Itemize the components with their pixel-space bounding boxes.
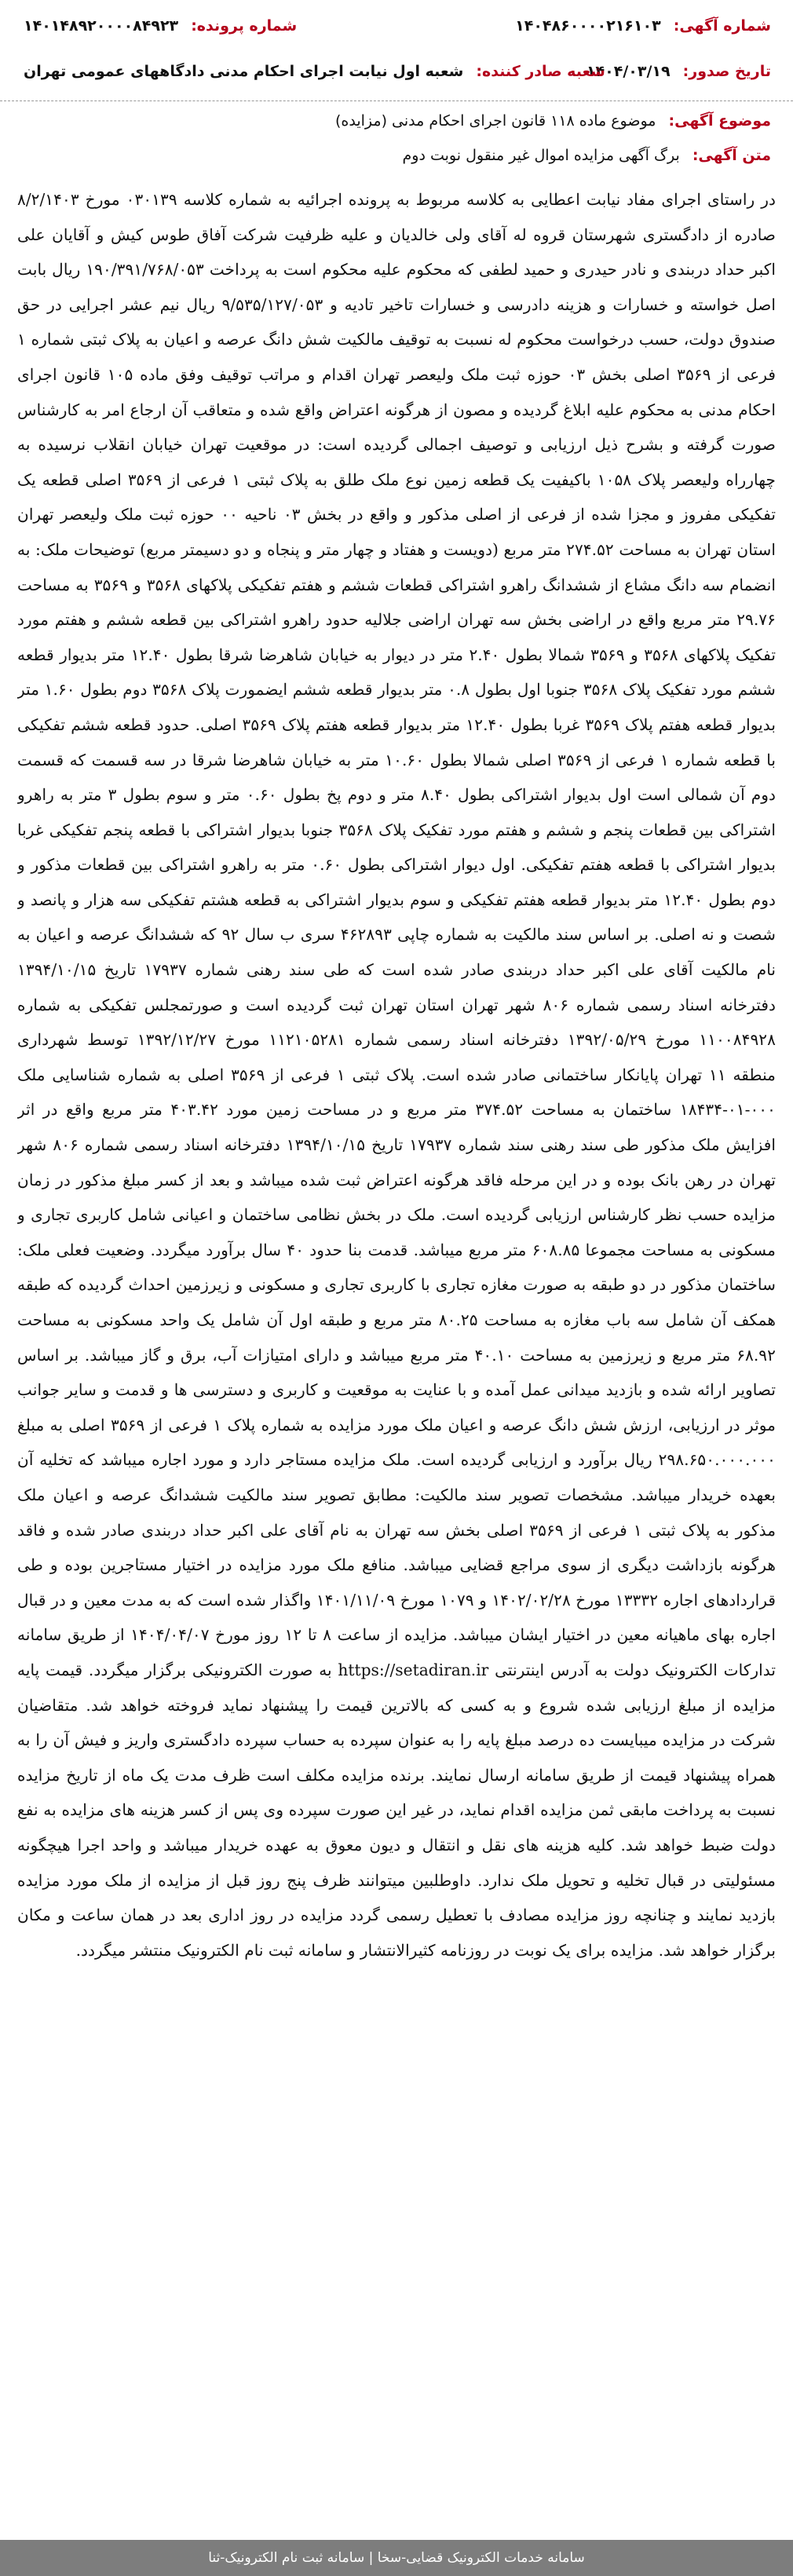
case-number: ۱۴۰۱۴۸۹۲۰۰۰۰۸۴۹۲۳ [24, 17, 179, 35]
ad-number-row [515, 17, 771, 35]
text-title-row [403, 147, 771, 164]
notice-body [17, 182, 776, 2530]
paragraph: وضعیت فعلی ملک: ساختمان مذکور در دو طبقه به صورت مغازه تجاری با کاربری تجاری و مسکونی و زیرزمین احداث گردیده که طبقه همکف آن شامل سه باب مغازه به مساحت ۸۰.۲۵ متر مربع و طبقه اول آن شامل یک واحد مسکونی به مساحت ۶۸.۹۲ متر مربع و زیرزمین به مساحت ۴۰.۱۰ متر مربع میباشد و دارای امتیازات آب، برق و گاز میباشد. بر اساس تصاویر ارائه شده و بازدید میدانی عمل آمده و با عنایت به موقعیت و کاربری و دسترسی ها و قدمت و سایر جوانب موثر در ارزیابی، ارزش شش دانگ عرصه و اعیان ملک مورد مزایده به شماره پلاک ۱ فرعی از ۳۵۶۹ اصلی به مبلغ ۲۹۸.۶۵۰.۰۰۰.۰۰۰ ریال برآورد و ارزیابی گردیده است. ملک مزایده مستاجر دارد و مورد اجاره میباشد که تخلیه آن بعهده خریدار میباشد. [17, 1240, 776, 1504]
header-divider [0, 100, 793, 101]
subject-label: موضوع آگهی: [668, 112, 771, 130]
case-number-row [24, 17, 297, 35]
paragraph: حدود قطعه ششم تفکیکی با قطعه شماره ۱ فرعی از ۳۵۶۹ اصلی شمالا بطول ۱۰.۶۰ متر به خیابان شاهرضا شرقا در سه قسمت که قسمت دوم آن شمالی است اول بدیوار اشتراکی بطول ۸.۴۰ متر و دوم پخ بطول ۰.۶۰ متر و سوم بطول ۳ متر به راهرو اشتراکی بین قطعات پنجم و ششم و هفتم مورد تفکیک پلاک ۳۵۶۸ جنوبا بدیوار اشتراکی با قطعه پنجم تفکیکی غربا بدیوار اشتراکی با قطعه هفتم تفکیکی. اول دیوار اشتراکی بطول ۰.۶۰ متر به راهرو اشتراکی بین قطعات مذکور و دوم بطول ۱۲.۴۰ متر بدیوار قطعه هفتم تفکیکی و سوم بدیوار اشتراکی به قطعه هشتم تفکیکی سه هزار و پانصد و شصت و نه اصلی. [17, 714, 776, 945]
text-title: برگ آگهی مزایده اموال غیر منقول نوبت دوم [402, 147, 680, 164]
issue-date: ۱۴۰۴/۰۳/۱۹ [586, 63, 671, 80]
paragraph: بر اساس سند مالکیت به شماره چاپی ۴۶۲۸۹۳ سری ب سال ۹۲ که ششدانگ عرصه و اعیان به نام مالکیت آقای علی اکبر حداد دربندی صادر شده است که طی سند رهنی شماره ۱۷۹۳۷ تاریخ ۱۳۹۴/۱۰/۱۵ دفترخانه اسناد رسمی شماره ۸۰۶ شهر تهران استان تهران ثبت گردیده است و صورتمجلس تفکیکی به شماره ۱۱۰۰۸۴۹۲۸ مورخ ۱۳۹۲/۰۵/۲۹ دفترخانه اسناد رسمی شماره ۱۱۲۱۰۵۲۸۱ مورخ ۱۳۹۲/۱۲/۲۷ توسط شهرداری منطقه ۱۱ تهران پایانکار ساختمانی صادر شده است. [17, 925, 776, 1084]
text-label: متن آگهی: [692, 147, 771, 164]
ad-number: ۱۴۰۴۸۶۰۰۰۰۲۱۶۱۰۳ [515, 17, 661, 35]
notice-header [0, 0, 793, 164]
issuer-label: شعبه صادر کننده: [476, 63, 605, 80]
issue-date-row [587, 63, 771, 80]
subject-row [335, 112, 771, 130]
issuer: شعبه اول نیابت اجرای احکام مدنی دادگاههای عمومی تهران [24, 63, 464, 80]
paragraph: در راستای اجرای مفاد نیابت اعطایی به کلاسه مربوط به پرونده اجرائیه به شماره کلاسه ۰۳۰۱۳۹ مورخ ۸/۲/۱۴۰۳ صادره از دادگستری شهرستان قروه له آقای ولی خالدیان و علیه ظرفیت شرکت آفاق طوس کیش و آقایان علی اکبر حداد دربندی و نادر حیدری و حمید لطفی که محکوم علیه محکوم است به پرداخت ۱۹۰/۳۹۱/۷۶۸/۰۵۳ ریال بابت اصل خواسته و خسارات و هزینه دادرسی و خسارات تاخیر تادیه و ۹/۵۳۵/۱۲۷/۰۵۳ ریال نیم عشر اجرایی در حق صندوق دولت، حسب درخواست محکوم له نسبت به توقیف مالکیت شش دانگ عرصه و اعیان به پلاک ثبتی شماره ۱ فرعی از ۳۵۶۹ اصلی بخش ۰۳ حوزه ثبت ملک ولیعصر تهران اقدام و مراتب توقیف وفق ماده ۱۰۵ قانون اجرای احکام مدنی به محکوم علیه ابلاغ گردیده و مصون از هرگونه اعتراض واقع شده و متعاقب آن ارجاع امر به کارشناس صورت گرفته و بشرح ذیل ارزیابی و توصیف اجمالی گردیده است: در موقعیت تهران خیابان انقلاب نرسیده به چهارراه ولیعصر پلاک ۱۰۵۸ باکیفیت یک قطعه زمین نوع ملک طلق به پلاک ثبتی ۱ فرعی از ۳۵۶۹ اصلی قطعه یک تفکیکی مفروز و مجزا شده از فرعی از اصلی مذکور و واقع در بخش ۰۳ ناحیه ۰۰ حوزه ثبت ملک ولیعصر تهران استان تهران به مساحت ۲۷۴.۵۲ متر مربع (دویست و هفتاد و چهار متر و پنجاه و دو دسیمتر مربع) توضیحات ملک: به انضمام سه دانگ مشاع از ششدانگ راهرو اشتراکی قطعات ششم و هفتم تفکیکی پلاکهای ۳۵۶۸ و ۳۵۶۹ به مساحت ۲۹.۷۶ متر مربع واقع در اراضی بخش سه تهران اراضی جلالیه حدود راهرو اشتراکی بین قطعه ششم و هفتم مورد تفکیک پلاکهای ۳۵۶۸ و ۳۵۶۹ شمالا بطول ۲.۴۰ متر در دیوار به خیابان شاهرضا شرقا بطول ۱۲.۴۰ متر بدیوار قطعه ششم مورد تفکیک پلاک ۳۵۶۸ جنوبا اول بطول ۰.۸ متر بدیوار قطعه ششم ایضمورت پلاک ۳۵۶۸ دوم بطول ۱.۶۰ متر بدیوار قطعه هفتم پلاک ۳۵۶۹ غربا بطول ۱۲.۴۰ متر بدیوار قطعه هفتم پلاک ۳۵۶۹ اصلی. [17, 190, 776, 734]
paragraph: پلاک ثبتی ۱ فرعی از ۳۵۶۹ اصلی به شماره شناسایی ملک ۰۰۰-۰۱-۱۸۴۳۴ ساختمان به مساحت ۳۷۴.۵۲ متر مربع و در مساحت زمین مورد ۴۰۳.۴۲ متر مربع واقع در اثر افزایش ملک مذکور طی سند رهنی سند شماره ۱۷۹۳۷ تاریخ ۱۳۹۴/۱۰/۱۵ دفترخانه اسناد رسمی شماره ۸۰۶ شهر تهران در رهن بانک بوده و در این مرحله فاقد هرگونه اعتراض ثبت شده میباشد و بعد از کسر مبلغ مذکور در زمان مزایده حسب نظر کارشناس ارزیابی گردیده است. ملک در بخش نظامی ساختمان و اعیانی شامل کاربری تجاری و مسکونی به مساحت مجموعا ۶۰۸.۸۵ متر مربع میباشد. قدمت بنا حدود ۴۰ سال برآورد میگردد. [17, 1065, 776, 1259]
case-number-label: شماره پرونده: [191, 17, 298, 35]
footer-text: سامانه خدمات الکترونیک قضایی-سخا | سامانه ثبت نام الکترونیک-ثنا [208, 2550, 585, 2566]
subject: موضوع ماده ۱۱۸ قانون اجرای احکام مدنی (مزایده) [335, 112, 656, 130]
ad-number-label: شماره آگهی: [673, 17, 771, 35]
footer-bar [0, 2540, 793, 2576]
issue-date-label: تاریخ صدور: [682, 63, 771, 80]
paragraph: مشخصات تصویر سند مالکیت: مطابق تصویر سند مالکیت ششدانگ عرصه و اعیان ملک مذکور به پلاک ثبتی ۱ فرعی از ۳۵۶۹ اصلی بخش سه تهران به نام آقای علی اکبر حداد دربندی صادر شده و فاقد هرگونه بازداشت دیگری از سوی مراجع قضایی میباشد. منافع ملک مورد مزایده در اختیار مستاجرین بوده و طی قراردادهای اجاره ۱۳۳۳۲ مورخ ۱۴۰۲/۰۲/۲۸ و ۱۰۷۹ مورخ ۱۴۰۱/۱۱/۰۹ واگذار شده است که به مدت معین و در قبال اجاره بهای ماهیانه معین در اختیار ایشان میباشد. [17, 1485, 776, 1645]
paragraph: مزایده از ساعت ۸ تا ۱۲ روز مورخ ۱۴۰۴/۰۴/۰۷ از طریق سامانه تدارکات الکترونیک دولت به آدرس اینترنتی https://setadiran.ir به صورت الکترونیکی برگزار میگردد. قیمت پایه مزایده از مبلغ ارزیابی شده شروع و به کسی که بالاترین قیمت را پیشنهاد نماید فروخته خواهد شد. متقاضیان شرکت در مزایده میبایست ده درصد مبلغ پایه را به عنوان سپرده به حساب سپرده دادگستری واریز و فیش آن را به همراه پیشنهاد قیمت از طریق سامانه ارسال نمایند. برنده مزایده مکلف است ظرف مدت یک ماه از تاریخ مزایده نسبت به پرداخت مابقی ثمن مزایده اقدام نماید، در غیر این صورت سپرده وی پس از کسر هزینه های مزایده به نفع دولت ضبط خواهد شد. کلیه هزینه های نقل و انتقال و دیون معوق به عهده خریدار میباشد و واحد اجرا هیچگونه مسئولیتی در قبال تخلیه و تحویل ملک ندارد. داوطلبین میتوانند ظرف پنج روز قبل از مزایده از ملک مورد مزایده بازدید نمایند و چنانچه روز مزایده مصادف با تعطیل رسمی گردد مزایده در روز اداری بعد در همان ساعت و مکان برگزار خواهد شد. مزایده برای یک نوبت در روزنامه کثیرالانتشار و سامانه ثبت نام الکترونیک منتشر میگردد. [17, 1625, 776, 1960]
issuer-row [24, 63, 605, 80]
